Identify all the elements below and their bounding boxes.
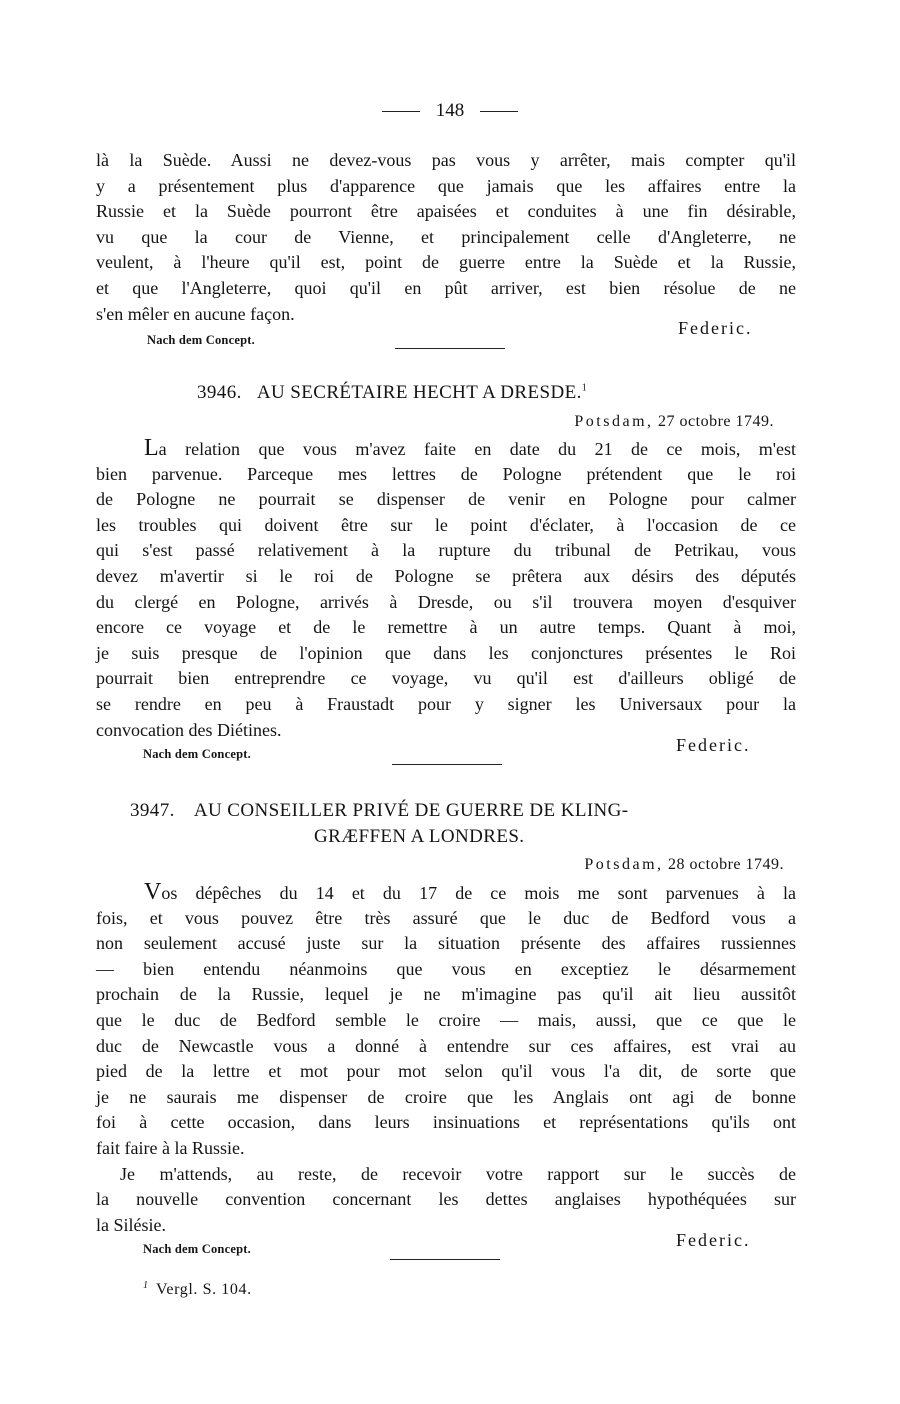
text-line: encore ce voyage et de le remettre à un autre temps. Quant à moi,	[96, 617, 796, 638]
dateline	[574, 413, 774, 431]
header-dash-right	[480, 111, 518, 112]
source-note: Nach dem Concept.	[143, 747, 251, 761]
letter-heading	[197, 382, 587, 404]
text-line: Je m'attends, au reste, de recevoir votre rapport sur le succès de	[120, 1163, 796, 1184]
section-divider	[390, 1259, 500, 1260]
page-number: 148	[435, 100, 465, 121]
text-line: je ne saurais me dispenser de croire que les Anglais ont agi de bonne	[96, 1086, 796, 1107]
text-line: je suis presque de l'opinion que dans les conjonctures présentes le Roi	[96, 642, 796, 663]
place: Potsdam,	[574, 413, 654, 430]
footnote-mark: 1	[581, 382, 588, 394]
text-line: qui s'est passé relativement à la rupture du tribunal de Petrikau, vous	[96, 540, 796, 561]
text-line: les troubles qui doivent être sur le point d'éclater, à l'occasion de ce	[96, 514, 796, 535]
text-line: du clergé en Pologne, arrivés à Dresde, ou s'il trouvera moyen d'esquiver	[96, 591, 796, 612]
initial-letter: V	[144, 879, 162, 905]
letter-title-line2: GRÆFFEN A LONDRES.	[314, 826, 525, 847]
text-line: fois, et vous pouvez être très assuré que le duc de Bedford vous a	[96, 907, 796, 928]
text-line: s'en mêler en aucune façon.	[96, 303, 295, 324]
text-line: — bien entendu néanmoins que vous en exceptiez le désarmement	[96, 958, 796, 979]
letter-title-line1: AU CONSEILLER PRIVÉ DE GUERRE DE KLING-	[193, 800, 629, 821]
text-line: de Pologne ne pourrait se dispenser de venir en Pologne pour calmer	[96, 489, 796, 510]
first-line-text: os dépêches du 14 et du 17 de ce mois me sont parvenues à la	[161, 883, 796, 903]
section1-body	[96, 148, 796, 327]
first-line-text: a relation que vous m'avez faite en date du 21 de ce mois, m'est	[158, 439, 796, 459]
initial-letter: L	[144, 435, 159, 461]
text-line: non seulement accusé juste sur la situation présente des affaires russiennes	[96, 933, 796, 954]
footnote-marker: 1	[143, 1280, 148, 1291]
place: Potsdam,	[584, 856, 664, 873]
text-line: la nouvelle convention concernant les dettes anglaises hypothéquées sur	[96, 1189, 796, 1210]
text-line: la Silésie.	[96, 1214, 166, 1235]
text-line: y a présentement plus d'apparence que jamais que les affaires entre la	[96, 175, 796, 196]
letter-heading	[130, 800, 629, 822]
letter-number: 3946.	[197, 382, 242, 403]
text-line: Russie et la Suède pourront être apaisées et conduites à une fin désirable,	[96, 201, 796, 222]
text-line: duc de Newcastle vous a donné à entendre sur ces affaires, est vrai au	[96, 1035, 796, 1056]
first-line	[96, 436, 796, 462]
text-line: convocation des Diétines.	[96, 719, 282, 740]
date: 27 octobre 1749.	[658, 413, 774, 430]
dateline	[584, 856, 784, 874]
text-line: se rendre en peu à Fraustadt pour y signer les Universaux pour la	[96, 693, 796, 714]
footnote	[143, 1280, 252, 1299]
text-line: fait faire à la Russie.	[96, 1137, 245, 1158]
text-line: et que l'Angleterre, quoi qu'il en pût arriver, est bien résolue de ne	[96, 277, 796, 298]
signature: Federic.	[676, 1230, 751, 1250]
source-note: Nach dem Concept.	[147, 333, 255, 347]
text-line: veulent, à l'heure qu'il est, point de guerre entre la Suède et la Russie,	[96, 252, 796, 273]
signature: Federic.	[678, 318, 753, 338]
letter-number: 3947.	[130, 800, 175, 821]
page-header	[0, 100, 900, 122]
letter-3947-body	[96, 880, 796, 1238]
letter-3946-lines	[96, 462, 796, 744]
date: 28 octobre 1749.	[668, 856, 784, 873]
text-line: bien parvenue. Parceque mes lettres de Pologne prétendent que le roi	[96, 463, 796, 484]
text-line: prochain de la Russie, lequel je ne m'imagine pas qu'il ait lieu aussitôt	[96, 984, 796, 1005]
letter-3947-paragraph-2	[96, 1162, 796, 1239]
letter-3947-lines	[96, 906, 796, 1162]
text-line: pied de la lettre et mot pour mot selon qu'il vous l'a dit, de sorte que	[96, 1061, 796, 1082]
letter-3946-body	[96, 436, 796, 743]
first-line	[96, 880, 796, 906]
signature: Federic.	[676, 735, 751, 755]
footnote-text: Vergl. S. 104.	[156, 1281, 252, 1299]
text-line: devez m'avertir si le roi de Pologne se prêtera aux désirs des députés	[96, 565, 796, 586]
text-line: foi à cette occasion, dans leurs insinuations et représentations qu'ils ont	[96, 1112, 796, 1133]
section-divider	[395, 348, 505, 349]
header-dash-left	[382, 111, 420, 112]
text-line: vu que la cour de Vienne, et principalement celle d'Angleterre, ne	[96, 226, 796, 247]
text-line: là la Suède. Aussi ne devez-vous pas vous y arrêter, mais compter qu'il	[96, 150, 796, 170]
section-divider	[392, 764, 502, 765]
letter-title: AU SECRÉTAIRE HECHT A DRESDE.	[256, 382, 582, 403]
source-note: Nach dem Concept.	[143, 1242, 251, 1256]
text-line: que le duc de Bedford semble le croire — mais, aussi, que ce que le	[96, 1009, 796, 1030]
text-line: pourrait bien entreprendre ce voyage, vu qu'il est d'ailleurs obligé de	[96, 668, 796, 689]
